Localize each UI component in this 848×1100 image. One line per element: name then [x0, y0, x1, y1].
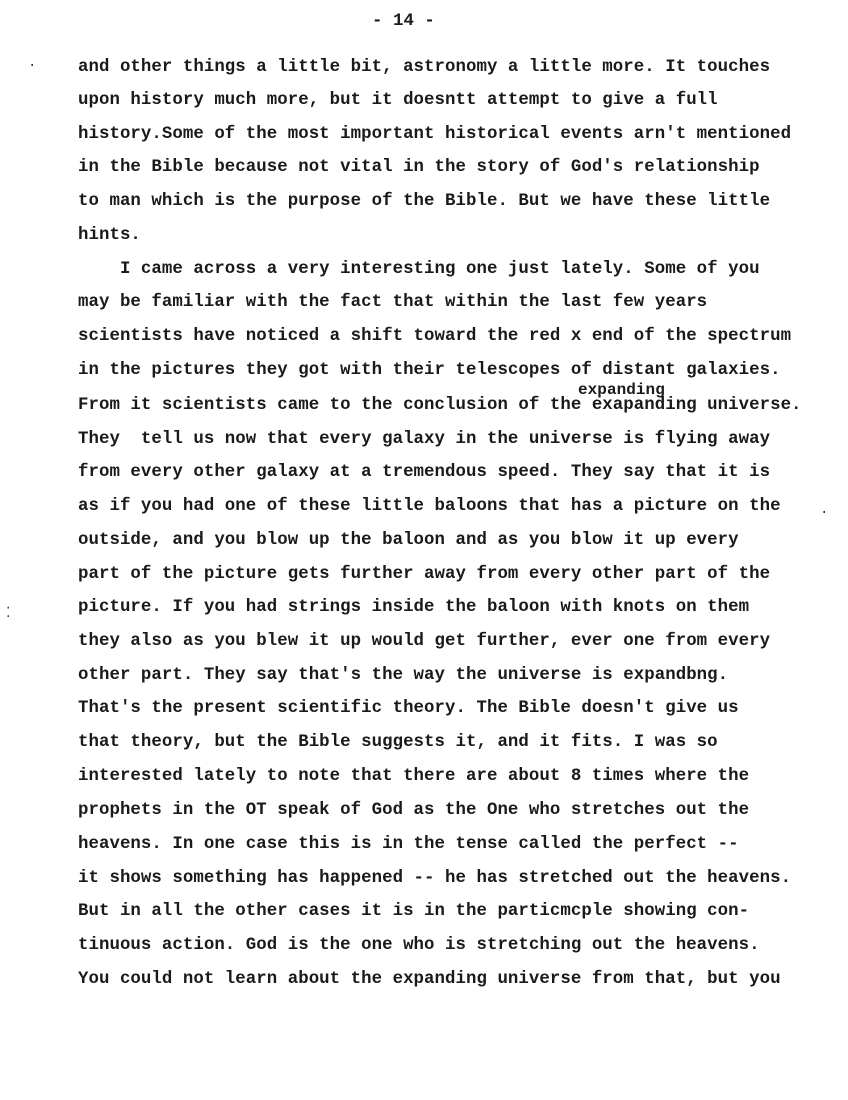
text-line: picture. If you had strings inside the baloon with knots on them [78, 598, 750, 617]
text-line: upon history much more, but it doesntt attempt to give a full [78, 91, 718, 110]
text-line: that theory, but the Bible suggests it, and it fits. I was so [78, 733, 718, 752]
margin-mark: · [28, 58, 37, 74]
margin-mark: · [820, 505, 829, 521]
text-line: may be familiar with the fact that within the last few years [78, 293, 708, 312]
text-line: tinuous action. God is the one who is stretching out the heavens. [78, 936, 760, 955]
margin-mark: ⁚ [6, 606, 11, 622]
text-line: from every other galaxy at a tremendous speed. They say that it is [78, 463, 771, 482]
text-line: But in all the other cases it is in the particmcple showing con- [78, 902, 750, 921]
text-line: You could not learn about the expanding universe from that, but you [78, 970, 781, 989]
text-line: hints. [78, 226, 141, 245]
page-number: - 14 - [372, 12, 435, 31]
text-line: history.Some of the most important historical events arn't mentioned [78, 125, 792, 144]
text-line: it shows something has happened -- he has stretched out the heavens. [78, 869, 792, 888]
text-line: to man which is the purpose of the Bible. But we have these little [78, 192, 771, 211]
text-line: heavens. In one case this is in the tense called the perfect -- [78, 835, 739, 854]
text-line: From it scientists came to the conclusion of the exapanding universe. [78, 396, 802, 415]
text-line: I came across a very interesting one just lately. Some of you [78, 260, 760, 279]
text-line: part of the picture gets further away from every other part of the [78, 565, 771, 584]
text-line: They tell us now that every galaxy in the universe is flying away [78, 430, 771, 449]
text-line: in the Bible because not vital in the story of God's relationship [78, 158, 760, 177]
text-line: they also as you blew it up would get further, ever one from every [78, 632, 771, 651]
text-line: outside, and you blow up the baloon and as you blow it up every [78, 531, 739, 550]
text-line: as if you had one of these little baloons that has a picture on the [78, 497, 781, 516]
text-line: prophets in the OT speak of God as the One who stretches out the [78, 801, 750, 820]
handwritten-insertion: expanding [578, 381, 665, 399]
text-line: other part. They say that's the way the universe is expandbng. [78, 666, 729, 685]
text-line: scientists have noticed a shift toward the red x end of the spectrum [78, 327, 792, 346]
text-line: interested lately to note that there are about 8 times where the [78, 767, 750, 786]
text-line: and other things a little bit, astronomy a little more. It touches [78, 58, 771, 77]
text-line: in the pictures they got with their telescopes of distant galaxies. [78, 361, 781, 380]
text-line: That's the present scientific theory. The Bible doesn't give us [78, 699, 739, 718]
